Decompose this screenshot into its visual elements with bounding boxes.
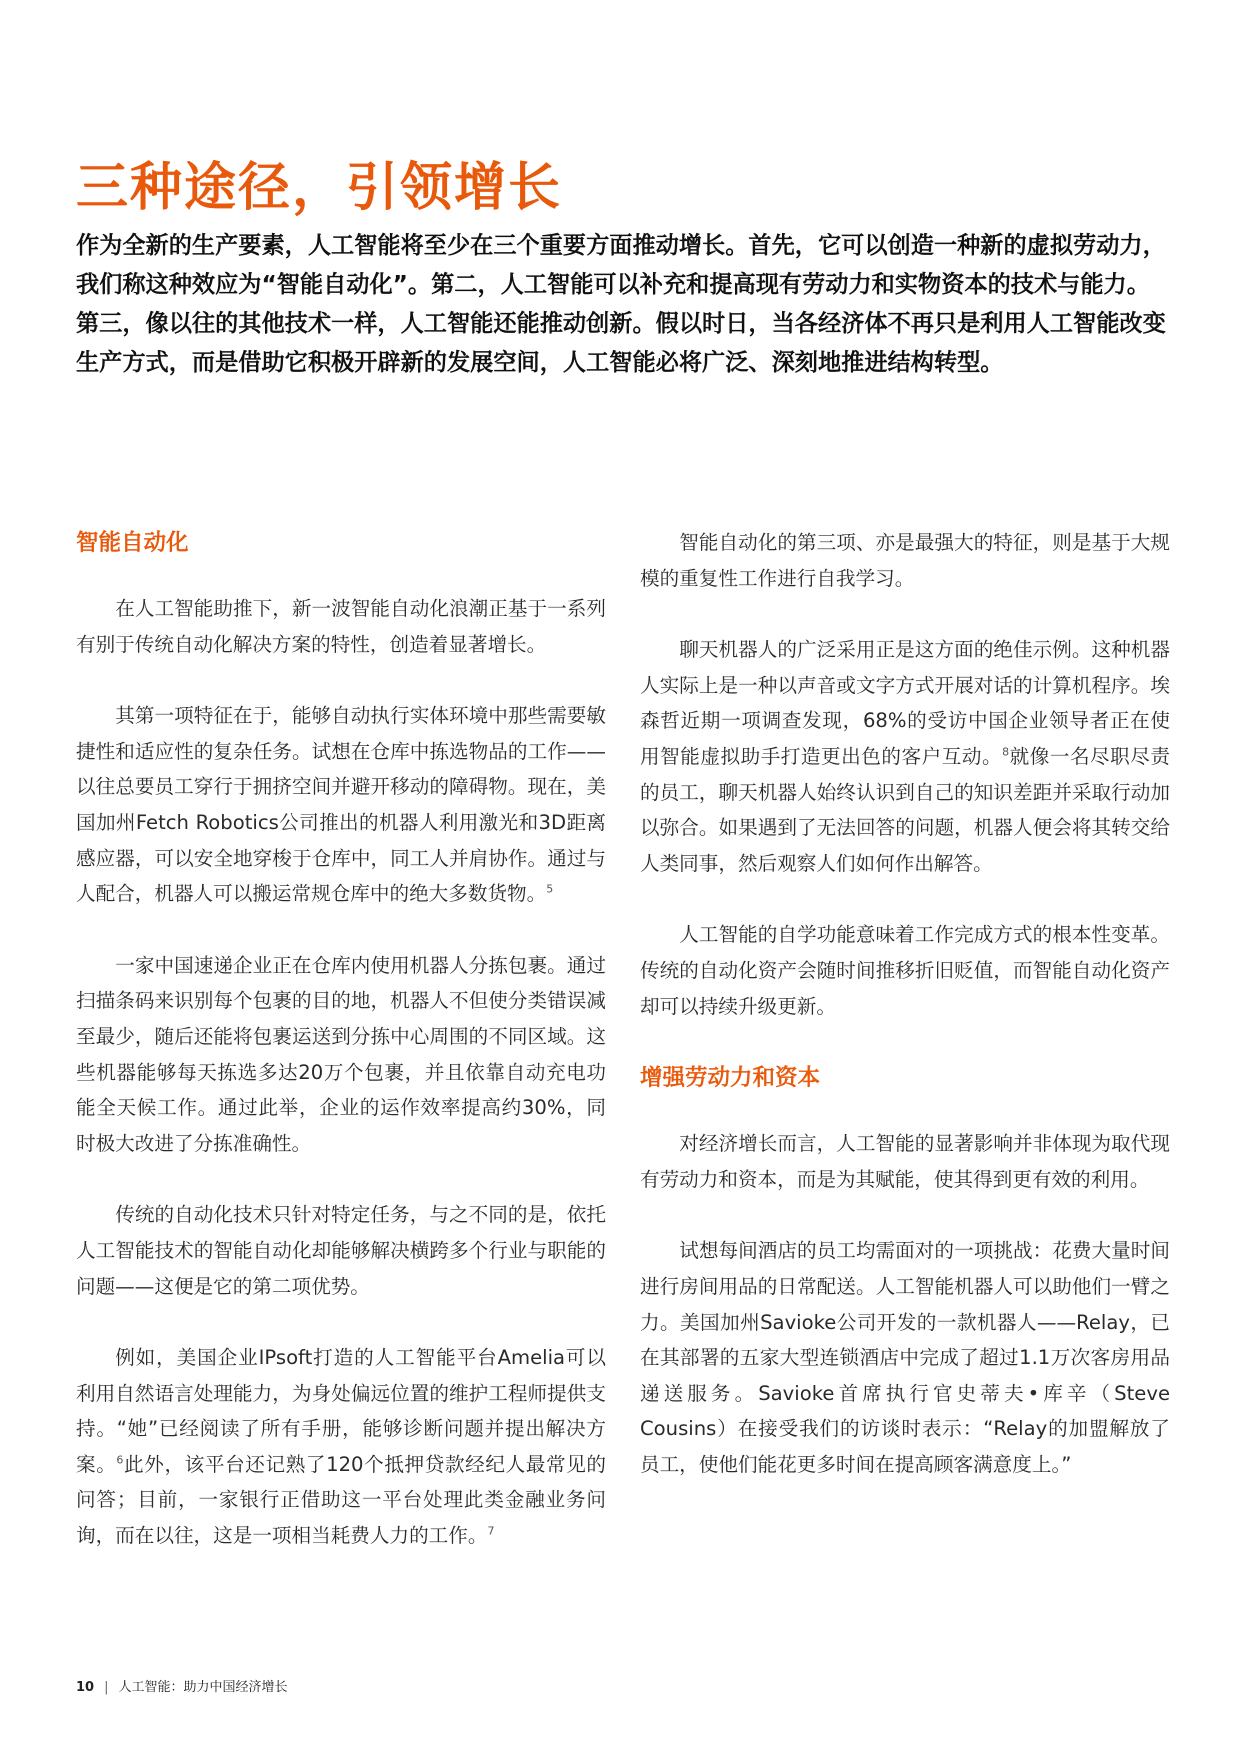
footer-separator: | <box>104 1680 109 1695</box>
paragraph: 试想每间酒店的员工均需面对的一项挑战：花费大量时间进行房间用品的日常配送。人工智能机器人可以助他们一臂之力。美国加州Savioke公司开发的一款机器人——Relay，已在其部署的五家大型连锁酒店中完成了超过1.1万次客房用品递送服务。Savioke首席执行官史蒂夫•库辛（Steve Cousins）在接受我们的访谈时表示：“Relay的加盟解放了员工，使他们能花更多时间在提高顾客满意度上。” <box>640 1239 1170 1476</box>
section-heading-intelligent-automation: 智能自动化 <box>76 530 189 556</box>
paragraph <box>640 632 1170 881</box>
paragraph: 人工智能的自学功能意味着工作完成方式的根本性变革。传统的自动化资产会随时间推移折旧贬值，而智能自动化资产却可以持续升级更新。 <box>640 923 1170 1018</box>
page-number: 10 <box>76 1680 95 1695</box>
paragraph-text: 例如，美国企业IPsoft打造的人工智能平台Amelia可以利用自然语言处理能力，为身处偏远位置的维护工程师提供支持。“她”已经阅读了所有手册，能够诊断问题并提出解决方案。 <box>76 1346 606 1476</box>
paragraph: 在人工智能助推下，新一波智能自动化浪潮正基于一系列有别于传统自动化解决方案的特性，创造着显著增长。 <box>76 597 606 656</box>
paragraph-text: 聊天机器人的广泛采用正是这方面的绝佳示例。这种机器人实际上是一种以声音或文字方式开展对话的计算机程序。埃森哲近期一项调查发现，68%的受访中国企业领导者正在使用智能虚拟助手打造更出色的客户互动。 <box>640 638 1170 768</box>
paragraph-text: 就像一名尽职尽责的员工，聊天机器人始终认识到自己的知识差距并采取行动加以弥合。如果遇到了无法回答的问题，机器人便会将其转交给人类同事，然后观察人们如何作出解答。 <box>640 744 1171 875</box>
paragraph: 对经济增长而言，人工智能的显著影响并非体现为取代现有劳动力和资本，而是为其赋能，使其得到更有效的利用。 <box>640 1132 1170 1191</box>
right-column <box>640 525 1170 1518</box>
paragraph-text: 其第一项特征在于，能够自动执行实体环境中那些需要敏捷性和适应性的复杂任务。试想在仓库中拣选物品的工作——以往总要员工穿行于拥挤空间并避开移动的障碍物。现在，美国加州Fetch Robotics公司推出的机器人利用激光和3D距离感应器，可以安全地穿梭于仓库中，同工人并肩协作。通过与人配合，机器人可以搬运常规仓库中的绝大多数货物。 <box>76 704 606 906</box>
footnote-ref[interactable]: 5 <box>546 882 554 896</box>
paragraph: 智能自动化的第三项、亦是最强大的特征，则是基于大规模的重复性工作进行自我学习。 <box>640 531 1170 590</box>
section-heading-augment-labor-capital: 增强劳动力和资本 <box>640 1065 821 1092</box>
paragraph: 传统的自动化技术只针对特定任务，与之不同的是，依托人工智能技术的智能自动化却能够解决横跨多个行业与职能的问题——这便是它的第二项优势。 <box>76 1203 606 1298</box>
paragraph <box>76 698 606 912</box>
paragraph-text: 此外，该平台还记熟了120个抵押贷款经纪人最常见的问答；目前，一家银行正借助这一平台处理此类金融业务问询，而在以往，这是一项相当耗费人力的工作。 <box>76 1452 606 1548</box>
paragraph: 一家中国速递企业正在仓库内使用机器人分拣包裹。通过扫描条码来识别每个包裹的目的地，机器人不但使分类错误减至最少，随后还能将包裹运送到分拣中心周围的不同区域。这些机器能够每天拣选多达20万个包裹，并且依靠自动充电功能全天候工作。通过此举，企业的运作效率提高约30%，同时极大改进了分拣准确性。 <box>76 953 606 1155</box>
footnote-ref[interactable]: 7 <box>487 1524 495 1538</box>
intro-paragraph: 作为全新的生产要素，人工智能将至少在三个重要方面推动增长。首先，它可以创造一种新的虚拟劳动力，我们称这种效应为“智能自动化”。第二，人工智能可以补充和提高现有劳动力和实物资本的技术与能力。第三，像以往的其他技术一样，人工智能还能推动创新。假以时日，当各经济体不再只是利用人工智能改变生产方式，而是借助它积极开辟新的发展空间，人工智能必将广泛、深刻地推进结构转型。 <box>76 232 1166 376</box>
footnote-ref[interactable]: 6 <box>116 1453 124 1467</box>
footer-title: 人工智能：助力中国经济增长 <box>118 1680 288 1695</box>
footnote-ref[interactable]: 8 <box>1002 745 1010 759</box>
page-title: 三种途径，引领增长 <box>76 158 563 218</box>
left-column <box>76 525 606 1590</box>
paragraph <box>76 1340 606 1554</box>
page-footer <box>76 1676 288 1695</box>
